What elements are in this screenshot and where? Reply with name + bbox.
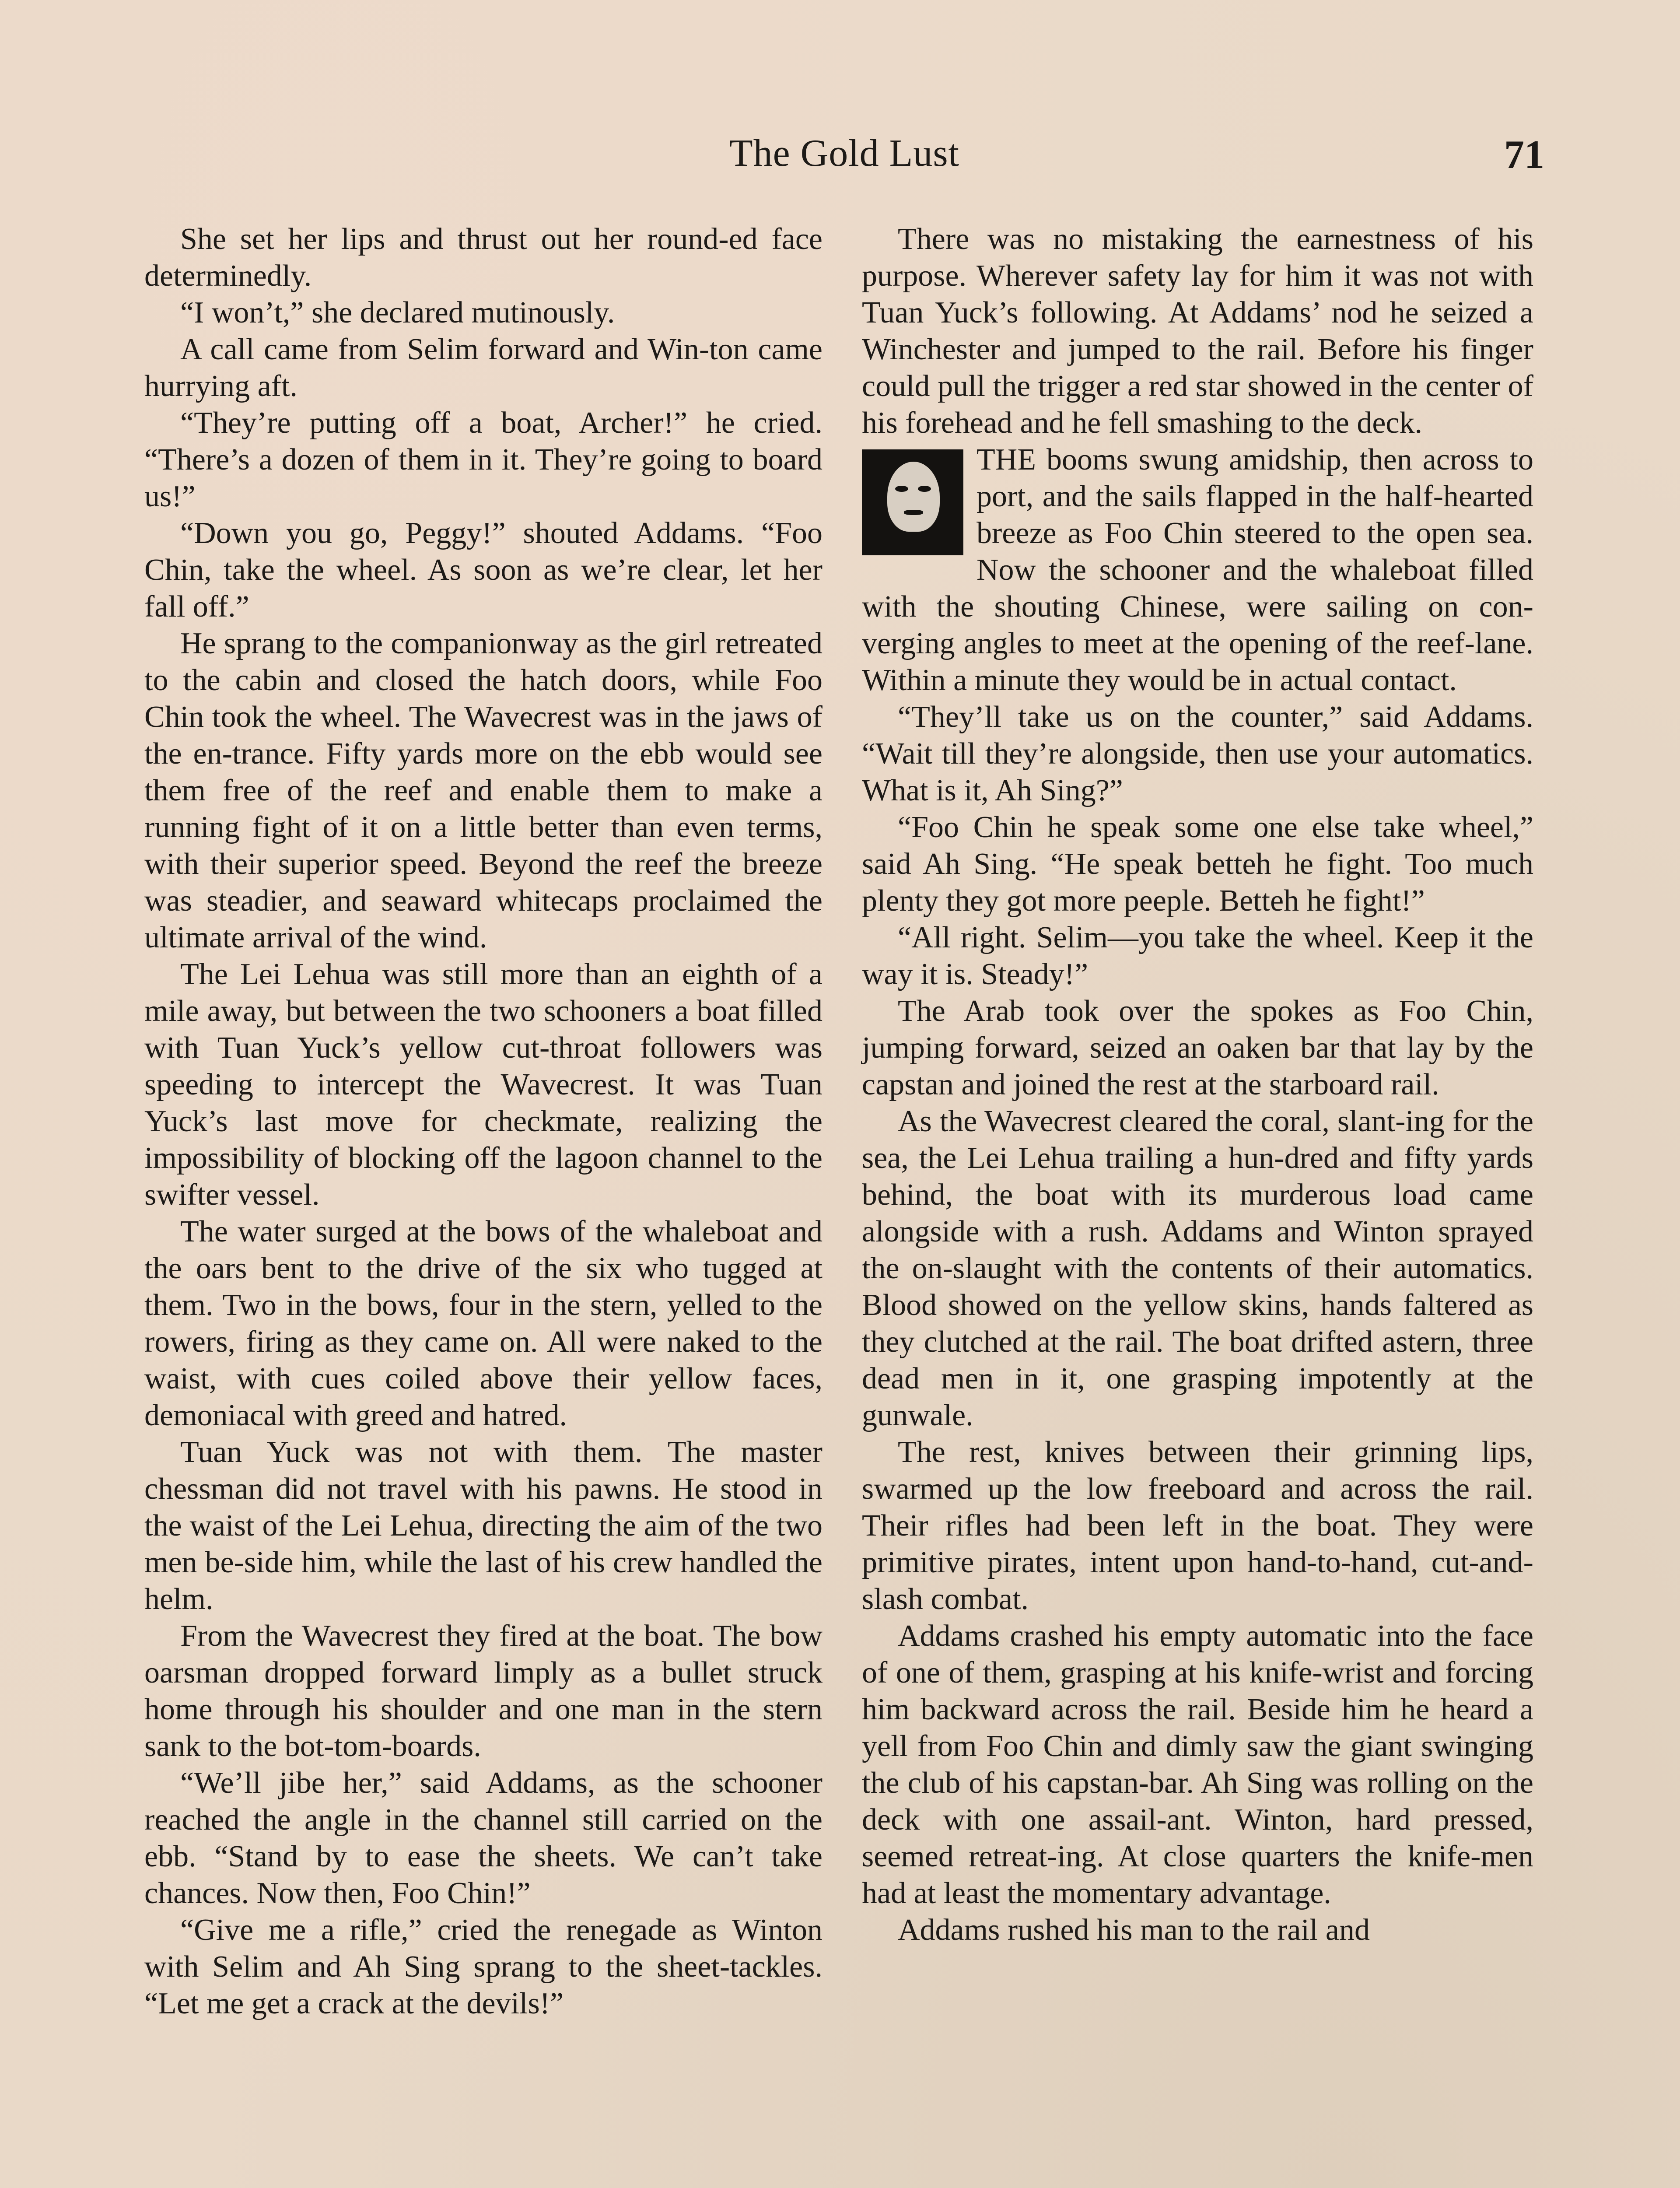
paragraph: “They’ll take us on the counter,” said Addams. “Wait till they’re alongside, then use your automatics. What is it, Ah Sing?”	[862, 700, 1533, 807]
paragraph: Addams crashed his empty automatic into the face of one of them, grasping at his knife-wrist and forcing him backward across the rail. Beside him he heard a yell from Foo Chin and dimly saw the giant swinging the club of his capstan-bar. Ah Sing was rolling on the deck with one assail-ant. Winton, hard pressed, seemed retreat-ing. At close quarters the knife-men had at least the momentary advantage.	[862, 1619, 1533, 1910]
paragraph: “We’ll jibe her,” said Addams, as the schooner reached the angle in the channel still carried on the ebb. “Stand by to ease the sheets. We can’t take chances. Now then, Foo Chin!”	[144, 1766, 822, 1910]
paragraph: The rest, knives between their grinning lips, swarmed up the low freeboard and across the rail. Their rifles had been left in the boat. They were primitive pirates, intent upon hand-to-hand, cut-and-slash combat.	[862, 1435, 1533, 1616]
paragraph: “I won’t,” she declared mutinously.	[180, 296, 615, 330]
paragraph: “Down you go, Peggy!” shouted Addams. “Foo Chin, take the wheel. As soon as we’re clear, let her fall off.”	[144, 516, 822, 624]
paragraph: “Foo Chin he speak some one else take wheel,” said Ah Sing. “He speak betteh he fight. Too much plenty they got more peeple. Betteh he fight!”	[862, 810, 1533, 918]
paragraph: The water surged at the bows of the whaleboat and the oars bent to the drive of the six who tugged at them. Two in the bows, four in the stern, yelled to the rowers, firing as they came on. All were naked to the waist, with cues coiled above their yellow faces, demoniacal with greed and hatred.	[144, 1215, 822, 1432]
running-title: The Gold Lust	[729, 132, 960, 175]
paragraph: “All right. Selim—you take the wheel. Keep it the way it is. Steady!”	[862, 921, 1533, 991]
paragraph: “Give me a rifle,” cried the renegade as Winton with Selim and Ah Sing sprang to the sheet-tackles. “Let me get a crack at the devils!”	[144, 1913, 822, 2020]
paragraph: “They’re putting off a boat, Archer!” he cried. “There’s a dozen of them in it. They’re going to board us!”	[144, 406, 822, 513]
paragraph: He sprang to the companionway as the girl retreated to the cabin and closed the hatch doors, while Foo Chin took the wheel. The Wavecrest was in the jaws of the en-trance. Fifty yards more on the ebb would see them free of the reef and enable them to make a running fight of it on a little better than even terms, with their superior speed. Beyond the reef the breeze was steadier, and seaward whitecaps proclaimed the ultimate arrival of the wind.	[144, 627, 822, 954]
paragraph: She set her lips and thrust out her round-ed face determinedly.	[144, 222, 822, 293]
paragraph: A call came from Selim forward and Win-ton came hurrying aft.	[144, 333, 822, 403]
portrait-icon	[887, 462, 940, 532]
paragraph: THE booms swung amidship, then across to port, and the sails flapped in the half-hearted breeze as Foo Chin steered to the open sea. Now the schooner and the whaleboat filled with the shouting Chinese, were sailing on con-verging angles to meet at the opening of the reef-lane. Within a minute they would be in actual contact.	[862, 443, 1533, 697]
paragraph: The Lei Lehua was still more than an eighth of a mile away, but between the two schooners a boat filled with Tuan Yuck’s yellow cut-throat followers was speeding to intercept the Wavecrest. It was Tuan Yuck’s last move for checkmate, realizing the impossibility of blocking off the lagoon channel to the swifter vessel.	[144, 957, 822, 1212]
paragraph: As the Wavecrest cleared the coral, slant-ing for the sea, the Lei Lehua trailing a hun-dred and fifty yards behind, the boat with its murderous load came alongside with a rush. Addams and Winton sprayed the on-slaught with the contents of their automatics. Blood showed on the yellow skins, hands faltered as they clutched at the rail. The boat drifted astern, three dead men in it, one grasping impotently at the gunwale.	[862, 1105, 1533, 1432]
right-column	[862, 221, 1533, 1949]
paragraph: From the Wavecrest they fired at the boat. The bow oarsman dropped forward limply as a bullet struck home through his shoulder and one man in the stern sank to the bot-tom-boards.	[144, 1619, 822, 1763]
paragraph: The Arab took over the spokes as Foo Chin, jumping forward, seized an oaken bar that lay by the capstan and joined the rest at the starboard rail.	[862, 994, 1533, 1101]
page-number: 71	[1504, 132, 1544, 177]
paragraph: Addams rushed his man to the rail and	[898, 1913, 1370, 1947]
paragraph: Tuan Yuck was not with them. The master chessman did not travel with his pawns. He stood in the waist of the Lei Lehua, directing the aim of the two men be-side him, while the last of his crew handled the helm.	[144, 1435, 822, 1616]
drop-cap-illustration	[862, 449, 963, 555]
paragraph: There was no mistaking the earnestness of his purpose. Wherever safety lay for him it was not with Tuan Yuck’s following. At Addams’ nod he seized a Winchester and jumped to the rail. Before his finger could pull the trigger a red star showed in the center of his forehead and he fell smashing to the deck.	[862, 222, 1533, 440]
page-header	[144, 131, 1544, 188]
left-column	[144, 221, 822, 2022]
